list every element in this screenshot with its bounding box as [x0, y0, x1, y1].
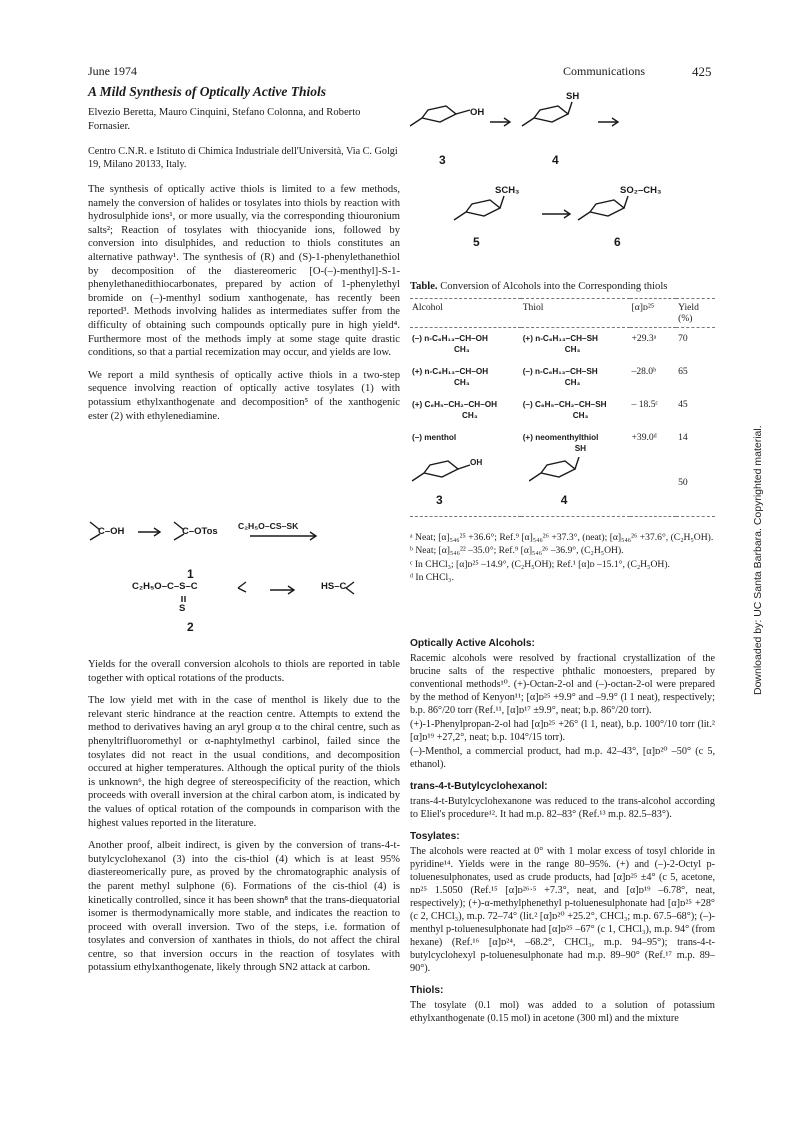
paragraph-thiols: The tosylate (0.1 mol) was added to a solution of potassium ethylxanthogenate (0.15 mol) in acetone (300 ml) and the mixture — [410, 1000, 715, 1024]
footnote-a: ᵃ Neat; [α]₅₄₆²⁵ +36.6°; Ref.⁹ [α]₅₄₆²⁶ +37.3°, (neat); [α]₅₄₆²⁶ +37.6°, (C₂H₅OH). — [410, 532, 714, 543]
cell-thiol: (+) neomenthylthiol — [522, 433, 599, 442]
cell-thiol: (–) C₆H₅–CH₂–CH–SH — [522, 400, 607, 409]
table-caption — [410, 281, 667, 292]
th-yield: Yield (%) — [676, 299, 715, 328]
paragraph-phenylpropanol: (+)-1-Phenylpropan-2-ol had [α]ᴅ²⁵ +26° (l 1, neat), b.p. 100°/10 torr (lit.² [α]ᴅ¹⁹ +27,2°, neat; b.p. 104°/15 torr). — [410, 719, 715, 743]
cell-alcohol-sub: CH₃ — [454, 378, 470, 387]
paragraph-yields: Yields for the overall conversion alcohols to thiols are reported in table together with optical rotations of the products. — [88, 659, 400, 684]
heading-thiols: Thiols: — [410, 985, 444, 996]
footnote-c: ᶜ In CHCl₃; [α]ᴅ²⁵ –14.9°, (C₂H₅OH); Ref.¹ [α]ᴅ –15.1°, (C₂H₅OH). — [410, 558, 670, 570]
page-number: 425 — [692, 64, 712, 79]
table-oh-label: OH — [470, 458, 483, 467]
heading-tosylates: Tosylates: — [410, 831, 460, 842]
table-sh-label: SH — [574, 444, 587, 453]
th-rotation: [α]ᴅ²⁵ — [630, 299, 677, 328]
heading-alcohols: Optically Active Alcohols: — [410, 638, 535, 649]
compound-label-1: 1 — [187, 567, 194, 581]
scheme-1-thiol: HS–C — [321, 581, 347, 592]
scheme-1-tosylate: C–OTos — [182, 526, 218, 537]
cell-yield: 50 — [678, 476, 688, 488]
scheme-1-alcohol: C–OH — [98, 526, 125, 537]
scheme-oh-label: OH — [470, 107, 485, 118]
table-label-4: 4 — [560, 493, 568, 507]
table-structure-4 — [529, 457, 609, 497]
cell-yield: 65 — [678, 366, 688, 377]
right-column-experimental — [410, 637, 715, 1034]
header-date: June 1974 — [88, 64, 137, 78]
cell-yield: 70 — [678, 333, 688, 344]
affiliation: Centro C.N.R. e Istituto di Chimica Industriale dell'Università, Via C. Golgi 19, Milano 20133, Italy. — [88, 146, 398, 171]
table-row — [410, 427, 715, 449]
scheme-1-xanthate: C₂H₅O–C–S–C — [132, 581, 198, 592]
cell-thiol: (–) n-C₆H₁₃–CH–SH — [522, 367, 598, 376]
compound-label-5: 5 — [473, 235, 480, 249]
scheme-1-reagent: C₂H₅O–CS–SK — [238, 521, 299, 531]
article-title: A Mild Synthesis of Optically Active Thiols — [88, 84, 327, 99]
cell-alcohol: (–) n-C₆H₁₃–CH–OH — [412, 334, 488, 343]
cell-alcohol: (+) n-C₆H₁₃–CH–OH — [412, 367, 489, 376]
scheme-sh-label: SH — [566, 91, 580, 102]
cell-rotation: – 18.5ᶜ — [631, 399, 658, 410]
table-caption-text: Conversion of Alcohols into the Corresponding thiols — [440, 281, 668, 292]
table-row — [410, 394, 715, 427]
download-watermark-text: Downloaded by: UC Santa Barbara. Copyrighted material. — [752, 425, 764, 695]
cell-thiol-sub: CH₃ — [564, 378, 581, 387]
paragraph-menthol: The low yield met with in the case of menthol is likely due to the relevant steric hindrance at the reaction centre. Attempts to extend the method to derivatives having an aryl group α to the chiral centre, such as phenyltrifluoromethyl or α-naphtylmethyl carbinol, failed since the tosylates did not react in the usual conditions, and decomposition occured at higher temperatures. Although the optical purity of the thiols is unknown⁶, the high degree of stereospecificity of the reaction, which proceeds with overall inversion at the chiral carbon atom, is indicated by the values of optical rotation of the compounds in comparison with the highest values reported in the literature. — [88, 695, 400, 829]
conversion-table — [410, 298, 715, 517]
footnote-b: ᵇ Neat; [α]₅₄₆²² –35.0°; Ref.⁹ [α]₅₄₆²⁶ –36.9°, (C₂H₅OH). — [410, 545, 624, 557]
table-footnotes — [410, 532, 715, 586]
table-row — [410, 328, 715, 362]
cell-rotation: +39.0ᵈ — [631, 432, 657, 443]
paragraph-intro: The synthesis of optically active thiols is limited to a few methods, namely the conversion of halides or tosylates into thiols by reaction with hydrosulphide ions¹, or more usually, via the corresponding thiouronium salts²; Reaction of tosylates with thiocyanide ions, followed by conversion into disulphides, and reduction to thiols constitutes an alternative pathway¹. The synthesis of (R) and (S)-1-phenylethanethiol by decomposition of the diastereomeric [O-(–)-menthyl]-S-1-phenylethanedithiocarbonates, prepared by action of 1-phenylethyl bromide on (–)-menthyl sodium xanthogenate, has recently been reported³. Methods involving halides as intermediates suffer from the difficulty of obtaining such compounds optically pure in high yield⁴. Furthermore most of the methods imply at some stage quite drastic conditions, so that a partial recemization may occur, and yields are low. — [88, 184, 400, 359]
paragraph-proof: Another proof, albeit indirect, is given by the conversion of trans-4-t-butylcyclohexanol (3) into the cis-thiol (4) which is at least 95% diastereomerically pure, as proved by the chromatographic analysis of the parent methyl sulphone (6). Formations of the cis-thiol (4) is kinetically controlled, since it has been shown⁸ that the trans-diequatorial isomer is thermodynamically more stable, and indicates the reaction to proceed with overall inversion. Two of the steps, i.e. formation of tosylates and conversion of xanthates in thiols, do not affect the chiral centre, so that inversion occurs in the reaction of tosylates with potassium ethylxanthogenate, likely through SN2 attack at carbon. — [88, 840, 400, 974]
scheme-right-bonds — [410, 84, 720, 259]
table-row — [410, 449, 715, 517]
footnote-d: ᵈ In CHCl₃. — [410, 572, 454, 584]
cell-thiol-sub: CH₃ — [564, 345, 581, 354]
paragraph-butylcyclohexanol: trans-4-t-Butylcyclohexanone was reduced to the trans-alcohol according to Eliel's procedure¹². It had m.p. 82–83° (Ref.¹³ m.p. 82.5–83°). — [410, 796, 715, 820]
paragraph-menthol-exp: (–)-Menthol, a commercial product, had m.p. 42–43°, [α]ᴅ²⁰ –50° (c 5, ethanol). — [410, 746, 715, 770]
download-watermark — [752, 175, 766, 695]
heading-butylcyclohexanol: trans-4-t-Butylcyclohexanol: — [410, 781, 548, 792]
cell-rotation: +29.3ᵃ — [631, 333, 657, 344]
cell-alcohol-sub: CH₃ — [454, 345, 470, 354]
left-column-bottom — [88, 658, 400, 984]
cell-yield: 45 — [678, 399, 688, 410]
compound-label-6: 6 — [614, 235, 621, 249]
compound-label-2: 2 — [187, 620, 194, 634]
table-header-row — [410, 299, 715, 328]
cell-yield: 14 — [678, 432, 688, 443]
left-column-top — [88, 183, 400, 432]
scheme-so2-label: SO₂–CH₃ — [620, 185, 662, 196]
paragraph-tosylates: The alcohols were reacted at 0° with 1 molar excess of tosyl chloride in pyridine¹⁴. Yields were in the range 80–95%. (+) and (–)-2-Octyl p-toluenesulphonates, used as crude products, had [α]ᴅ²⁵ ±4° (c 5, acetone, nᴅ²⁵ 1.5050 (Ref.¹⁵ [α]ᴅ²⁶·⁵ +7.3°, neat, and [α]ᴅ¹⁹ –6.78°, neat, respectively); (+)-α-methylphenethyl p-toluenesulphonate had [α]ᴅ²⁵ +28° (c 2, CHCl₃), m.p. 72–74° (lit.² [α]ᴅ²⁰ +25.2°, CHCl₃; m.p. 67.5–68°); (–)-menthyl p-toluenesulphonate had [α]ᴅ²⁵ –67° (c 1, CHCl₃), m.p. 94° (from hexane) (Ref.¹⁶ [α]ᴅ²⁴, –68.2°, CHCl₃, m.p. 94–95°); trans-4-t-butylcyclohexyl p-toluenesulphonate had m.p. 89–90° (Ref.¹⁷ m.p. 89–90°). — [410, 846, 715, 974]
cell-alcohol: (+) C₆H₅–CH₂–CH–OH — [412, 400, 498, 409]
paragraph-report: We report a mild synthesis of optically active thiols in a two-step sequence involving reaction of optically active tosylates (1) with potassium ethylxanthogenate and decomposition⁵ of the xanthogenic ester (2) with ethylenediamine. — [88, 369, 400, 422]
table-caption-label: Table. — [410, 281, 438, 292]
th-alcohol: Alcohol — [410, 299, 521, 328]
scheme-1-xanthate-s: S — [179, 603, 186, 614]
scheme-sch3-label: SCH₃ — [495, 185, 520, 196]
cell-rotation: –28.0ᵇ — [631, 366, 657, 377]
header-section: Communications — [563, 64, 645, 78]
table-row — [410, 361, 715, 394]
cell-thiol: (+) n-C₆H₁₃–CH–SH — [522, 334, 598, 343]
cell-alcohol: (–) menthol — [412, 433, 457, 442]
th-thiol: Thiol — [521, 299, 630, 328]
authors: Elvezio Beretta, Mauro Cinquini, Stefano Colonna, and Roberto Fornasier. — [88, 107, 361, 132]
scheme-1-bonds — [88, 518, 400, 638]
compound-label-3: 3 — [439, 153, 446, 167]
cell-thiol-sub: CH₃ — [572, 411, 589, 420]
cell-alcohol-sub: CH₃ — [462, 411, 478, 420]
table-label-3: 3 — [436, 493, 443, 507]
compound-label-4: 4 — [552, 153, 559, 167]
paragraph-alcohols: Racemic alcohols were resolved by fractional crystallization of the brucine salts of the respective phthalic monoesters, prepared by conventional methods¹⁰. (+)-Octan-2-ol and (–)-octan-2-ol were prepared by the method of Kenyon¹¹; [α]ᴅ²⁵ +9.9° and –9.9° (l 1 neat), respectively; b.p. 86°/20 torr (Ref.¹¹, [α]ᴅ¹⁷ ±9.9°, neat; b.p. 86°/20 torr). — [410, 653, 715, 716]
